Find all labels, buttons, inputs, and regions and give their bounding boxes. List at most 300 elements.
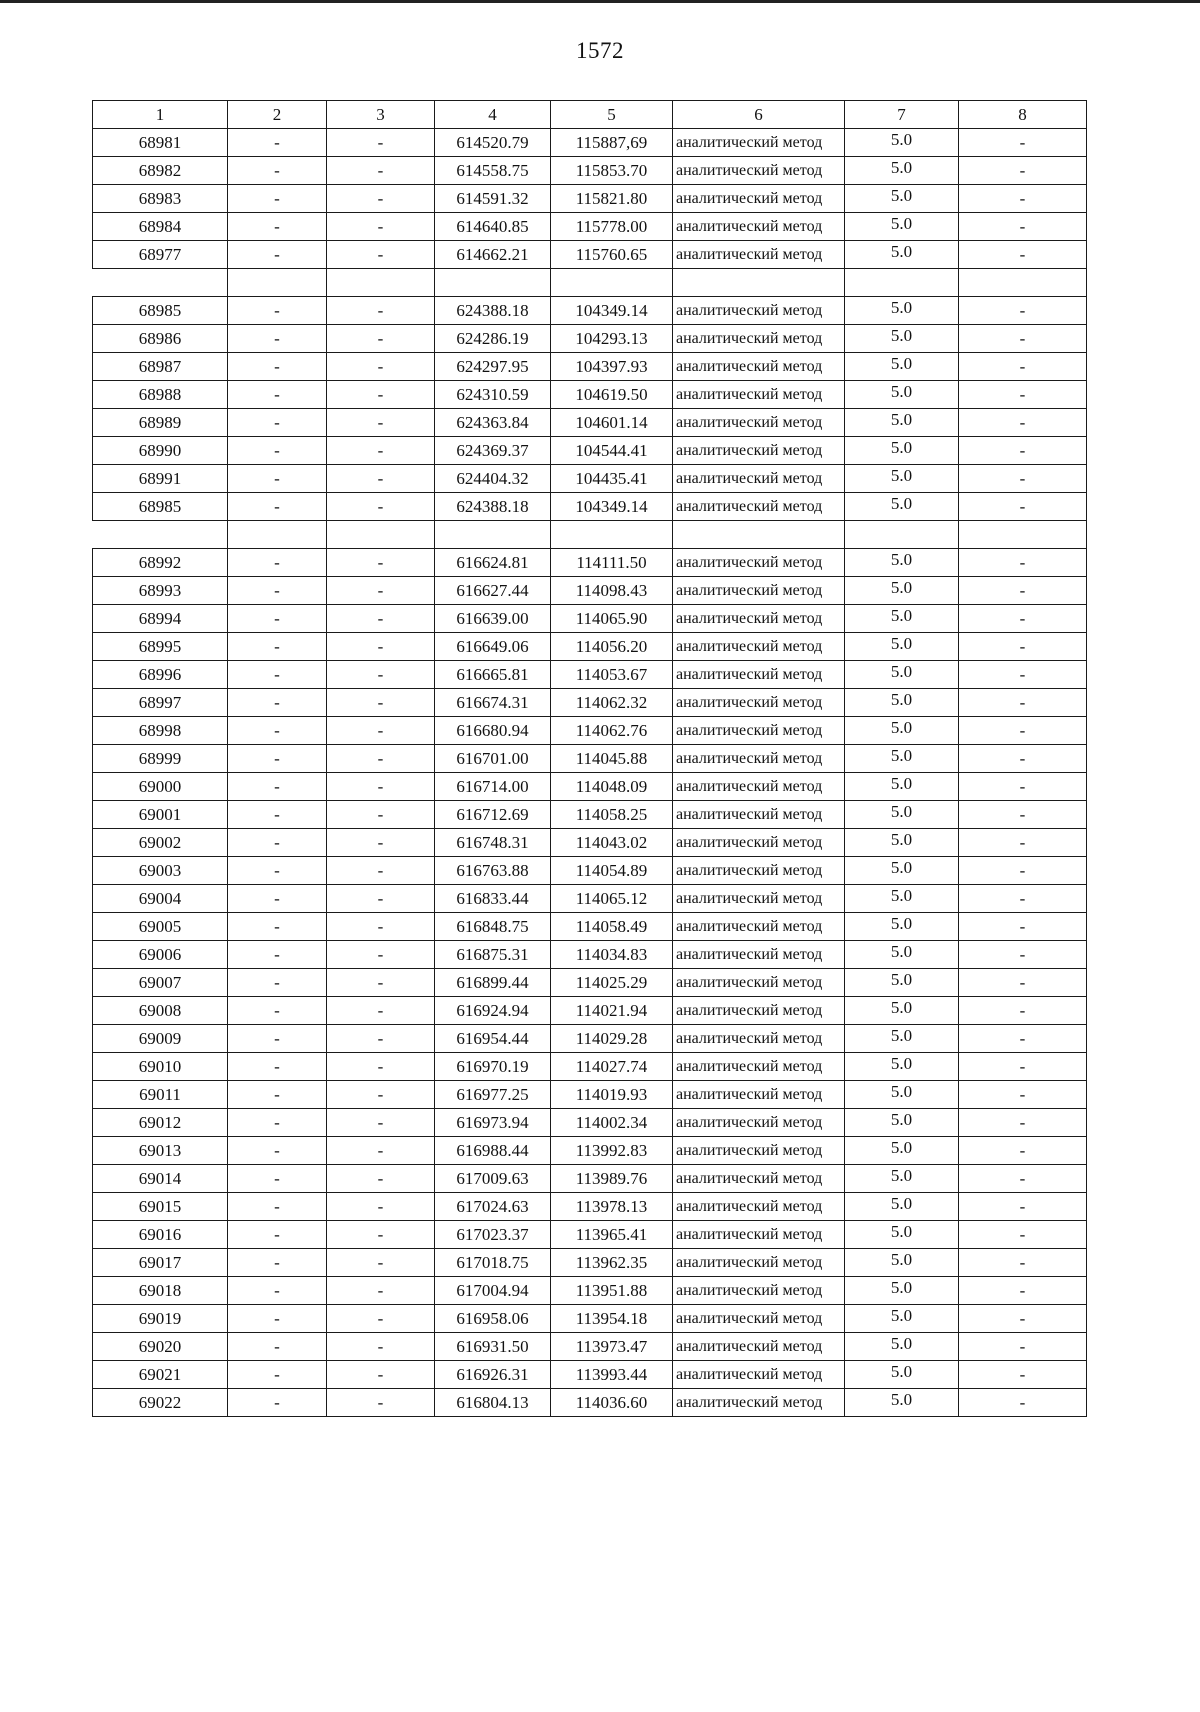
table-cell-col-7: 5.0 bbox=[845, 1165, 959, 1193]
table-cell-col-3: - bbox=[327, 1109, 435, 1137]
table-cell-col-1: 69011 bbox=[93, 1081, 228, 1109]
table-cell-col-6: аналитический метод bbox=[673, 549, 845, 577]
table-cell-col-4: 616926.31 bbox=[435, 1361, 551, 1389]
table-cell-col-3: - bbox=[327, 1025, 435, 1053]
table-cell-col-4: 616931.50 bbox=[435, 1333, 551, 1361]
table-cell-col-1: 69006 bbox=[93, 941, 228, 969]
table-cell-col-8: - bbox=[959, 493, 1087, 521]
table-cell-col-3: - bbox=[327, 745, 435, 773]
table-cell-col-8: - bbox=[959, 689, 1087, 717]
table-cell-col-4: 616701.00 bbox=[435, 745, 551, 773]
table-cell-col-8: - bbox=[959, 1137, 1087, 1165]
table-cell-col-1: 69007 bbox=[93, 969, 228, 997]
table-cell-col-2: - bbox=[228, 801, 327, 829]
table-cell-col-1: 68985 bbox=[93, 297, 228, 325]
empty-cell bbox=[327, 269, 435, 297]
table-cell-col-3: - bbox=[327, 325, 435, 353]
table-cell-col-2: - bbox=[228, 661, 327, 689]
table-cell-col-4: 616627.44 bbox=[435, 577, 551, 605]
table-cell-col-8: - bbox=[959, 1277, 1087, 1305]
table-body bbox=[93, 101, 1087, 1417]
table-row bbox=[93, 297, 1087, 325]
table-cell-col-5: 114062.32 bbox=[551, 689, 673, 717]
table-cell-col-6: аналитический метод bbox=[673, 213, 845, 241]
table-cell-col-1: 68993 bbox=[93, 577, 228, 605]
table-row bbox=[93, 717, 1087, 745]
empty-cell bbox=[673, 521, 845, 549]
table-row bbox=[93, 1137, 1087, 1165]
table-cell-col-6: аналитический метод bbox=[673, 605, 845, 633]
table-cell-col-2: - bbox=[228, 633, 327, 661]
table-cell-col-2: - bbox=[228, 1193, 327, 1221]
table-row bbox=[93, 829, 1087, 857]
table-cell-col-5: 104349.14 bbox=[551, 493, 673, 521]
table-cell-col-3: - bbox=[327, 1333, 435, 1361]
header-cell: 5 bbox=[551, 101, 673, 129]
table-cell-col-8: - bbox=[959, 353, 1087, 381]
table-cell-col-2: - bbox=[228, 185, 327, 213]
table-cell-col-2: - bbox=[228, 829, 327, 857]
table-cell-col-6: аналитический метод bbox=[673, 437, 845, 465]
table-row bbox=[93, 1277, 1087, 1305]
table-cell-col-4: 616899.44 bbox=[435, 969, 551, 997]
table-cell-col-5: 113989.76 bbox=[551, 1165, 673, 1193]
table-cell-col-2: - bbox=[228, 913, 327, 941]
table-cell-col-7: 5.0 bbox=[845, 857, 959, 885]
table-cell-col-7: 5.0 bbox=[845, 885, 959, 913]
table-cell-col-2: - bbox=[228, 549, 327, 577]
table-row bbox=[93, 465, 1087, 493]
table-cell-col-1: 69015 bbox=[93, 1193, 228, 1221]
table-cell-col-6: аналитический метод bbox=[673, 381, 845, 409]
table-cell-col-7: 5.0 bbox=[845, 549, 959, 577]
table-cell-col-3: - bbox=[327, 577, 435, 605]
coordinates-table bbox=[92, 100, 1087, 1417]
table-cell-col-8: - bbox=[959, 1193, 1087, 1221]
table-cell-col-5: 114019.93 bbox=[551, 1081, 673, 1109]
table-cell-col-3: - bbox=[327, 1193, 435, 1221]
table-cell-col-1: 68992 bbox=[93, 549, 228, 577]
table-cell-col-1: 69004 bbox=[93, 885, 228, 913]
table-cell-col-3: - bbox=[327, 661, 435, 689]
table-cell-col-7: 5.0 bbox=[845, 129, 959, 157]
table-cell-col-8: - bbox=[959, 1333, 1087, 1361]
table-cell-col-1: 68998 bbox=[93, 717, 228, 745]
table-cell-col-8: - bbox=[959, 465, 1087, 493]
table-cell-col-1: 69008 bbox=[93, 997, 228, 1025]
table-cell-col-1: 68982 bbox=[93, 157, 228, 185]
table-cell-col-3: - bbox=[327, 633, 435, 661]
table-row bbox=[93, 437, 1087, 465]
table-row bbox=[93, 1221, 1087, 1249]
table-cell-col-4: 617004.94 bbox=[435, 1277, 551, 1305]
table-cell-col-2: - bbox=[228, 1361, 327, 1389]
table-cell-col-4: 616973.94 bbox=[435, 1109, 551, 1137]
table-cell-col-4: 616714.00 bbox=[435, 773, 551, 801]
table-row bbox=[93, 633, 1087, 661]
table-cell-col-1: 68985 bbox=[93, 493, 228, 521]
table-cell-col-2: - bbox=[228, 969, 327, 997]
table-cell-col-4: 616649.06 bbox=[435, 633, 551, 661]
table-cell-col-7: 5.0 bbox=[845, 185, 959, 213]
table-cell-col-2: - bbox=[228, 129, 327, 157]
table-cell-col-4: 616639.00 bbox=[435, 605, 551, 633]
table-cell-col-4: 614520.79 bbox=[435, 129, 551, 157]
table-cell-col-8: - bbox=[959, 129, 1087, 157]
table-cell-col-2: - bbox=[228, 1249, 327, 1277]
table-cell-col-1: 69021 bbox=[93, 1361, 228, 1389]
table-cell-col-8: - bbox=[959, 157, 1087, 185]
table-cell-col-6: аналитический метод bbox=[673, 689, 845, 717]
table-cell-col-3: - bbox=[327, 465, 435, 493]
table-cell-col-5: 114036.60 bbox=[551, 1389, 673, 1417]
empty-cell bbox=[435, 269, 551, 297]
table-cell-col-3: - bbox=[327, 157, 435, 185]
table-cell-col-7: 5.0 bbox=[845, 241, 959, 269]
table-cell-col-8: - bbox=[959, 297, 1087, 325]
table-cell-col-7: 5.0 bbox=[845, 297, 959, 325]
table-cell-col-7: 5.0 bbox=[845, 913, 959, 941]
table-cell-col-1: 68984 bbox=[93, 213, 228, 241]
table-cell-col-6: аналитический метод bbox=[673, 1305, 845, 1333]
table-cell-col-2: - bbox=[228, 1333, 327, 1361]
table-cell-col-5: 115887,69 bbox=[551, 129, 673, 157]
table-cell-col-3: - bbox=[327, 185, 435, 213]
table-cell-col-4: 624363.84 bbox=[435, 409, 551, 437]
table-cell-col-6: аналитический метод bbox=[673, 745, 845, 773]
table-cell-col-7: 5.0 bbox=[845, 1109, 959, 1137]
table-cell-col-4: 617018.75 bbox=[435, 1249, 551, 1277]
table-cell-col-5: 114027.74 bbox=[551, 1053, 673, 1081]
table-cell-col-8: - bbox=[959, 1109, 1087, 1137]
table-cell-col-2: - bbox=[228, 745, 327, 773]
table-row bbox=[93, 605, 1087, 633]
table-cell-col-2: - bbox=[228, 1221, 327, 1249]
table-cell-col-7: 5.0 bbox=[845, 1361, 959, 1389]
table-cell-col-3: - bbox=[327, 129, 435, 157]
table-row bbox=[93, 997, 1087, 1025]
table-cell-col-7: 5.0 bbox=[845, 829, 959, 857]
table-cell-col-7: 5.0 bbox=[845, 157, 959, 185]
table-row bbox=[93, 941, 1087, 969]
table-row bbox=[93, 1025, 1087, 1053]
table-cell-col-8: - bbox=[959, 1389, 1087, 1417]
table-cell-col-8: - bbox=[959, 829, 1087, 857]
table-cell-col-4: 616958.06 bbox=[435, 1305, 551, 1333]
table-cell-col-6: аналитический метод bbox=[673, 997, 845, 1025]
table-cell-col-2: - bbox=[228, 353, 327, 381]
table-cell-col-4: 616970.19 bbox=[435, 1053, 551, 1081]
empty-cell bbox=[673, 269, 845, 297]
table-cell-col-6: аналитический метод bbox=[673, 801, 845, 829]
table-cell-col-7: 5.0 bbox=[845, 801, 959, 829]
table-cell-col-5: 114053.67 bbox=[551, 661, 673, 689]
table-cell-col-8: - bbox=[959, 437, 1087, 465]
table-cell-col-3: - bbox=[327, 1081, 435, 1109]
block-separator-row bbox=[93, 269, 1087, 297]
table-cell-col-1: 69020 bbox=[93, 1333, 228, 1361]
table-cell-col-6: аналитический метод bbox=[673, 969, 845, 997]
empty-cell bbox=[327, 521, 435, 549]
empty-cell bbox=[228, 269, 327, 297]
table-cell-col-7: 5.0 bbox=[845, 661, 959, 689]
table-cell-col-4: 617024.63 bbox=[435, 1193, 551, 1221]
table-cell-col-8: - bbox=[959, 717, 1087, 745]
table-row bbox=[93, 353, 1087, 381]
table-cell-col-8: - bbox=[959, 325, 1087, 353]
table-cell-col-4: 624297.95 bbox=[435, 353, 551, 381]
table-cell-col-1: 69014 bbox=[93, 1165, 228, 1193]
table-cell-col-5: 115760.65 bbox=[551, 241, 673, 269]
header-cell: 2 bbox=[228, 101, 327, 129]
table-cell-col-3: - bbox=[327, 969, 435, 997]
table-cell-col-5: 113965.41 bbox=[551, 1221, 673, 1249]
table-cell-col-6: аналитический метод bbox=[673, 1361, 845, 1389]
table-cell-col-1: 69003 bbox=[93, 857, 228, 885]
table-cell-col-1: 68991 bbox=[93, 465, 228, 493]
table-cell-col-2: - bbox=[228, 1053, 327, 1081]
table-cell-col-6: аналитический метод bbox=[673, 829, 845, 857]
table-cell-col-5: 113973.47 bbox=[551, 1333, 673, 1361]
table-cell-col-6: аналитический метод bbox=[673, 493, 845, 521]
table-cell-col-7: 5.0 bbox=[845, 1333, 959, 1361]
table-cell-col-1: 69000 bbox=[93, 773, 228, 801]
table-cell-col-5: 104293.13 bbox=[551, 325, 673, 353]
table-cell-col-7: 5.0 bbox=[845, 465, 959, 493]
table-cell-col-8: - bbox=[959, 605, 1087, 633]
table-cell-col-8: - bbox=[959, 633, 1087, 661]
table-cell-col-5: 114062.76 bbox=[551, 717, 673, 745]
table-cell-col-3: - bbox=[327, 409, 435, 437]
table-row bbox=[93, 1333, 1087, 1361]
table-cell-col-5: 114045.88 bbox=[551, 745, 673, 773]
table-cell-col-7: 5.0 bbox=[845, 1221, 959, 1249]
table-cell-col-8: - bbox=[959, 409, 1087, 437]
table-row bbox=[93, 129, 1087, 157]
table-cell-col-4: 624388.18 bbox=[435, 297, 551, 325]
table-cell-col-3: - bbox=[327, 1137, 435, 1165]
table-cell-col-3: - bbox=[327, 605, 435, 633]
table-cell-col-4: 616665.81 bbox=[435, 661, 551, 689]
table-cell-col-5: 114098.43 bbox=[551, 577, 673, 605]
table-cell-col-6: аналитический метод bbox=[673, 857, 845, 885]
table-cell-col-4: 616875.31 bbox=[435, 941, 551, 969]
table-row bbox=[93, 577, 1087, 605]
table-cell-col-6: аналитический метод bbox=[673, 633, 845, 661]
table-row bbox=[93, 325, 1087, 353]
table-cell-col-4: 617023.37 bbox=[435, 1221, 551, 1249]
table-cell-col-1: 69001 bbox=[93, 801, 228, 829]
table-cell-col-5: 113951.88 bbox=[551, 1277, 673, 1305]
table-cell-col-3: - bbox=[327, 1165, 435, 1193]
table-cell-col-1: 68988 bbox=[93, 381, 228, 409]
table-cell-col-5: 114043.02 bbox=[551, 829, 673, 857]
table-cell-col-8: - bbox=[959, 773, 1087, 801]
table-cell-col-3: - bbox=[327, 913, 435, 941]
table-cell-col-8: - bbox=[959, 661, 1087, 689]
table-cell-col-4: 614591.32 bbox=[435, 185, 551, 213]
table-row bbox=[93, 241, 1087, 269]
table-row bbox=[93, 1193, 1087, 1221]
table-cell-col-4: 616674.31 bbox=[435, 689, 551, 717]
table-cell-col-5: 114065.12 bbox=[551, 885, 673, 913]
table-cell-col-6: аналитический метод bbox=[673, 129, 845, 157]
table-cell-col-3: - bbox=[327, 549, 435, 577]
table-cell-col-2: - bbox=[228, 325, 327, 353]
table-cell-col-2: - bbox=[228, 857, 327, 885]
table-cell-col-6: аналитический метод bbox=[673, 1249, 845, 1277]
table-cell-col-7: 5.0 bbox=[845, 1277, 959, 1305]
table-cell-col-7: 5.0 bbox=[845, 689, 959, 717]
table-cell-col-3: - bbox=[327, 493, 435, 521]
table-cell-col-4: 616680.94 bbox=[435, 717, 551, 745]
empty-cell bbox=[93, 269, 228, 297]
table-cell-col-6: аналитический метод bbox=[673, 1137, 845, 1165]
table-cell-col-7: 5.0 bbox=[845, 1081, 959, 1109]
table-cell-col-7: 5.0 bbox=[845, 213, 959, 241]
table-cell-col-2: - bbox=[228, 1025, 327, 1053]
table-cell-col-8: - bbox=[959, 969, 1087, 997]
table-row bbox=[93, 1389, 1087, 1417]
table-row bbox=[93, 381, 1087, 409]
table-cell-col-3: - bbox=[327, 1389, 435, 1417]
table-row bbox=[93, 409, 1087, 437]
table-cell-col-7: 5.0 bbox=[845, 409, 959, 437]
table-cell-col-1: 69016 bbox=[93, 1221, 228, 1249]
table-cell-col-5: 114058.49 bbox=[551, 913, 673, 941]
header-cell: 8 bbox=[959, 101, 1087, 129]
table-cell-col-7: 5.0 bbox=[845, 437, 959, 465]
table-row bbox=[93, 1081, 1087, 1109]
table-cell-col-7: 5.0 bbox=[845, 1053, 959, 1081]
table-cell-col-6: аналитический метод bbox=[673, 1193, 845, 1221]
table-cell-col-7: 5.0 bbox=[845, 381, 959, 409]
table-cell-col-5: 114054.89 bbox=[551, 857, 673, 885]
table-cell-col-4: 624388.18 bbox=[435, 493, 551, 521]
table-cell-col-5: 113993.44 bbox=[551, 1361, 673, 1389]
empty-cell bbox=[845, 521, 959, 549]
table-cell-col-8: - bbox=[959, 241, 1087, 269]
table-cell-col-8: - bbox=[959, 885, 1087, 913]
table-cell-col-1: 69009 bbox=[93, 1025, 228, 1053]
table-cell-col-2: - bbox=[228, 997, 327, 1025]
table-cell-col-6: аналитический метод bbox=[673, 1221, 845, 1249]
table-cell-col-5: 114056.20 bbox=[551, 633, 673, 661]
table-cell-col-3: - bbox=[327, 1277, 435, 1305]
table-row bbox=[93, 1305, 1087, 1333]
table-cell-col-4: 624369.37 bbox=[435, 437, 551, 465]
table-cell-col-1: 68995 bbox=[93, 633, 228, 661]
table-cell-col-7: 5.0 bbox=[845, 325, 959, 353]
table-cell-col-8: - bbox=[959, 941, 1087, 969]
table-row bbox=[93, 157, 1087, 185]
table-cell-col-8: - bbox=[959, 549, 1087, 577]
table-cell-col-1: 68981 bbox=[93, 129, 228, 157]
table-cell-col-2: - bbox=[228, 1305, 327, 1333]
header-row bbox=[93, 101, 1087, 129]
table-cell-col-5: 113954.18 bbox=[551, 1305, 673, 1333]
table-cell-col-7: 5.0 bbox=[845, 1193, 959, 1221]
table-cell-col-2: - bbox=[228, 1137, 327, 1165]
table-cell-col-6: аналитический метод bbox=[673, 353, 845, 381]
table-cell-col-7: 5.0 bbox=[845, 717, 959, 745]
table-cell-col-1: 69002 bbox=[93, 829, 228, 857]
table-cell-col-4: 616712.69 bbox=[435, 801, 551, 829]
table-cell-col-3: - bbox=[327, 1053, 435, 1081]
table-cell-col-6: аналитический метод bbox=[673, 773, 845, 801]
table-row bbox=[93, 1165, 1087, 1193]
table-cell-col-7: 5.0 bbox=[845, 633, 959, 661]
table-cell-col-3: - bbox=[327, 829, 435, 857]
table-cell-col-8: - bbox=[959, 913, 1087, 941]
table-cell-col-1: 68999 bbox=[93, 745, 228, 773]
table-cell-col-5: 114034.83 bbox=[551, 941, 673, 969]
table-cell-col-7: 5.0 bbox=[845, 493, 959, 521]
table-cell-col-7: 5.0 bbox=[845, 969, 959, 997]
table-cell-col-3: - bbox=[327, 213, 435, 241]
table-cell-col-5: 113962.35 bbox=[551, 1249, 673, 1277]
table-cell-col-5: 114065.90 bbox=[551, 605, 673, 633]
table-cell-col-1: 68996 bbox=[93, 661, 228, 689]
table-cell-col-2: - bbox=[228, 773, 327, 801]
table-cell-col-6: аналитический метод bbox=[673, 157, 845, 185]
table-cell-col-7: 5.0 bbox=[845, 745, 959, 773]
table-cell-col-7: 5.0 bbox=[845, 577, 959, 605]
table-cell-col-6: аналитический метод bbox=[673, 1333, 845, 1361]
table-cell-col-1: 69013 bbox=[93, 1137, 228, 1165]
table-row bbox=[93, 885, 1087, 913]
table-cell-col-3: - bbox=[327, 297, 435, 325]
table-cell-col-2: - bbox=[228, 381, 327, 409]
table-cell-col-3: - bbox=[327, 857, 435, 885]
table-cell-col-2: - bbox=[228, 465, 327, 493]
table-cell-col-4: 616988.44 bbox=[435, 1137, 551, 1165]
table-cell-col-2: - bbox=[228, 1389, 327, 1417]
table-cell-col-5: 114002.34 bbox=[551, 1109, 673, 1137]
empty-cell bbox=[551, 521, 673, 549]
table-cell-col-2: - bbox=[228, 941, 327, 969]
table-cell-col-6: аналитический метод bbox=[673, 661, 845, 689]
table-cell-col-3: - bbox=[327, 689, 435, 717]
table-cell-col-7: 5.0 bbox=[845, 941, 959, 969]
header-cell: 1 bbox=[93, 101, 228, 129]
table-cell-col-3: - bbox=[327, 773, 435, 801]
table-cell-col-5: 104544.41 bbox=[551, 437, 673, 465]
table-cell-col-4: 616804.13 bbox=[435, 1389, 551, 1417]
table-cell-col-8: - bbox=[959, 213, 1087, 241]
table-cell-col-3: - bbox=[327, 801, 435, 829]
table-cell-col-1: 68997 bbox=[93, 689, 228, 717]
table-cell-col-1: 69005 bbox=[93, 913, 228, 941]
table-cell-col-7: 5.0 bbox=[845, 353, 959, 381]
table-cell-col-7: 5.0 bbox=[845, 1249, 959, 1277]
table-cell-col-2: - bbox=[228, 1109, 327, 1137]
table-cell-col-5: 104349.14 bbox=[551, 297, 673, 325]
table-cell-col-6: аналитический метод bbox=[673, 717, 845, 745]
table-row bbox=[93, 185, 1087, 213]
table-row bbox=[93, 689, 1087, 717]
table-cell-col-2: - bbox=[228, 885, 327, 913]
table-cell-col-7: 5.0 bbox=[845, 773, 959, 801]
table-cell-col-7: 5.0 bbox=[845, 1305, 959, 1333]
table-cell-col-5: 104601.14 bbox=[551, 409, 673, 437]
table-cell-col-4: 617009.63 bbox=[435, 1165, 551, 1193]
table-cell-col-5: 114048.09 bbox=[551, 773, 673, 801]
table-cell-col-3: - bbox=[327, 1361, 435, 1389]
table-cell-col-8: - bbox=[959, 1053, 1087, 1081]
table-row bbox=[93, 213, 1087, 241]
table-cell-col-7: 5.0 bbox=[845, 1137, 959, 1165]
